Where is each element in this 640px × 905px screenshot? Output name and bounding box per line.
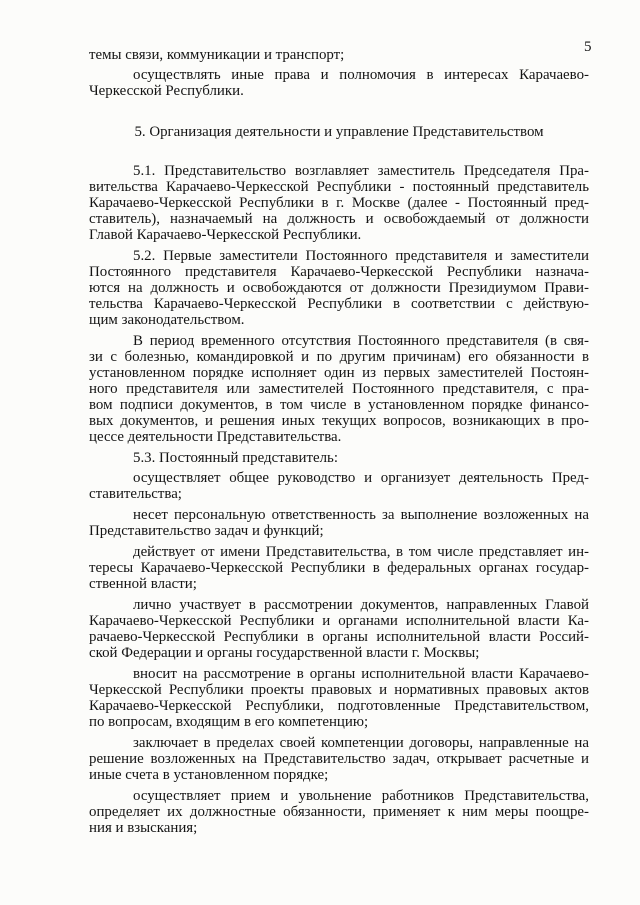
section-heading — [89, 124, 589, 140]
text-line: зи с болезнью, командировкой и по другим причинам) его обязанности в — [89, 349, 589, 365]
text-line: лично участвует в рассмотрении документов, направленных Главой — [133, 597, 589, 613]
list-item-submits-drafts — [89, 666, 589, 730]
text-line: вносит на рассмотрение в органы исполнительной власти Карачаево- — [133, 666, 589, 682]
page-number: 5 — [584, 39, 592, 55]
text-line: ственной власти; — [89, 576, 197, 592]
text-line: осуществляет прием и увольнение работников Представительства, — [133, 788, 589, 804]
text-line: осуществлять иные права и полномочия в интересах Карачаево- — [133, 67, 589, 83]
text-line: осуществляет общее руководство и организует деятельность Пред- — [133, 470, 589, 486]
text-line: щим законодательством. — [89, 312, 245, 328]
text-line: Черкесской Республики проекты правовых и нормативных правовых актов — [89, 682, 589, 698]
text-line: Карачаево-Черкесской Республики и органами исполнительной власти Ка- — [89, 613, 589, 629]
list-item-concludes-contracts — [89, 735, 589, 783]
text-line: ного представителя или заместителей Постоянного представителя, с пра- — [89, 381, 589, 397]
text-line: рачаево-Черкесской Республики в органы исполнительной власти Россий- — [89, 629, 589, 645]
section-title: 5. Организация деятельности и управление Представительством — [134, 124, 544, 140]
text-line: заключает в пределах своей компетенции договоры, направленные на — [133, 735, 589, 751]
text-line: вительства Карачаево-Черкесской Республики - постоянный представитель — [89, 179, 589, 195]
list-item-general-management — [89, 470, 589, 502]
text-line: ставитель), назначаемый на должность и освобождаемый от должности — [89, 211, 589, 227]
text-line: действует от имени Представительства, в том числе представляет ин- — [133, 544, 589, 560]
text-line: по вопросам, входящим в его компетенцию; — [89, 714, 369, 730]
text-line: 5.3. Постоянный представитель: — [133, 450, 338, 466]
text-line: Карачаево-Черкесской Республики в г. Москве (далее - Постоянный пред- — [89, 195, 589, 211]
text-line: тересы Карачаево-Черкесской Республики в федеральных органах государ- — [89, 560, 589, 576]
paragraph-list-continuation — [89, 47, 589, 63]
text-line: вом подписи документов, в том числе в установленном порядке финансо- — [89, 397, 589, 413]
paragraph-5-1 — [89, 163, 589, 243]
document-body — [89, 47, 589, 841]
text-line: несет персональную ответственность за выполнение возложенных на — [133, 507, 589, 523]
text-line: решение возложенных на Представительство задач, открывает расчетные и — [89, 751, 589, 767]
paragraph-5-3-intro — [89, 450, 589, 466]
text-line: тельства Карачаево-Черкесской Республики в соответствии с действую- — [89, 296, 589, 312]
text-line: вых документов, и решения иных текущих вопросов, возникающих в про- — [89, 413, 589, 429]
list-item-hiring — [89, 788, 589, 836]
text-line: Представительство задач и функций; — [89, 523, 324, 539]
text-line: 5.2. Первые заместители Постоянного представителя и заместители — [133, 248, 589, 264]
text-line: ния и взыскания; — [89, 820, 198, 836]
paragraph-5-2 — [89, 248, 589, 328]
text-line: Главой Карачаево-Черкесской Республики. — [89, 227, 362, 243]
text-line: Черкесской Республики. — [89, 83, 244, 99]
text-line: ставительства; — [89, 486, 182, 502]
text-line: цессе деятельности Представительства. — [89, 429, 342, 445]
paragraph-temporary-absence — [89, 333, 589, 445]
list-item-personal-responsibility — [89, 507, 589, 539]
list-item-acts-on-behalf — [89, 544, 589, 592]
paragraph-other-powers — [89, 67, 589, 99]
text-line: 5.1. Представительство возглавляет заместитель Председателя Пра- — [133, 163, 589, 179]
text-line: иные счета в установленном порядке; — [89, 767, 329, 783]
list-item-reviews-documents — [89, 597, 589, 661]
text-line: В период временного отсутствия Постоянного представителя (в свя- — [133, 333, 589, 349]
text-line: ской Федерации и органы государственной власти г. Москвы; — [89, 645, 480, 661]
text-line: определяет их должностные обязанности, применяет к ним меры поощре- — [89, 804, 589, 820]
text-line: ются на должность и освобождаются от должности Президиумом Прави- — [89, 280, 589, 296]
text-line: Постоянного представителя Карачаево-Черкесской Республики назнача- — [89, 264, 589, 280]
text-line: Карачаево-Черкесской Республики, подготовленные Представительством, — [89, 698, 589, 714]
text-line: темы связи, коммуникации и транспорт; — [89, 47, 345, 63]
text-line: установленном порядке исполняет один из первых заместителей Постоян- — [89, 365, 589, 381]
